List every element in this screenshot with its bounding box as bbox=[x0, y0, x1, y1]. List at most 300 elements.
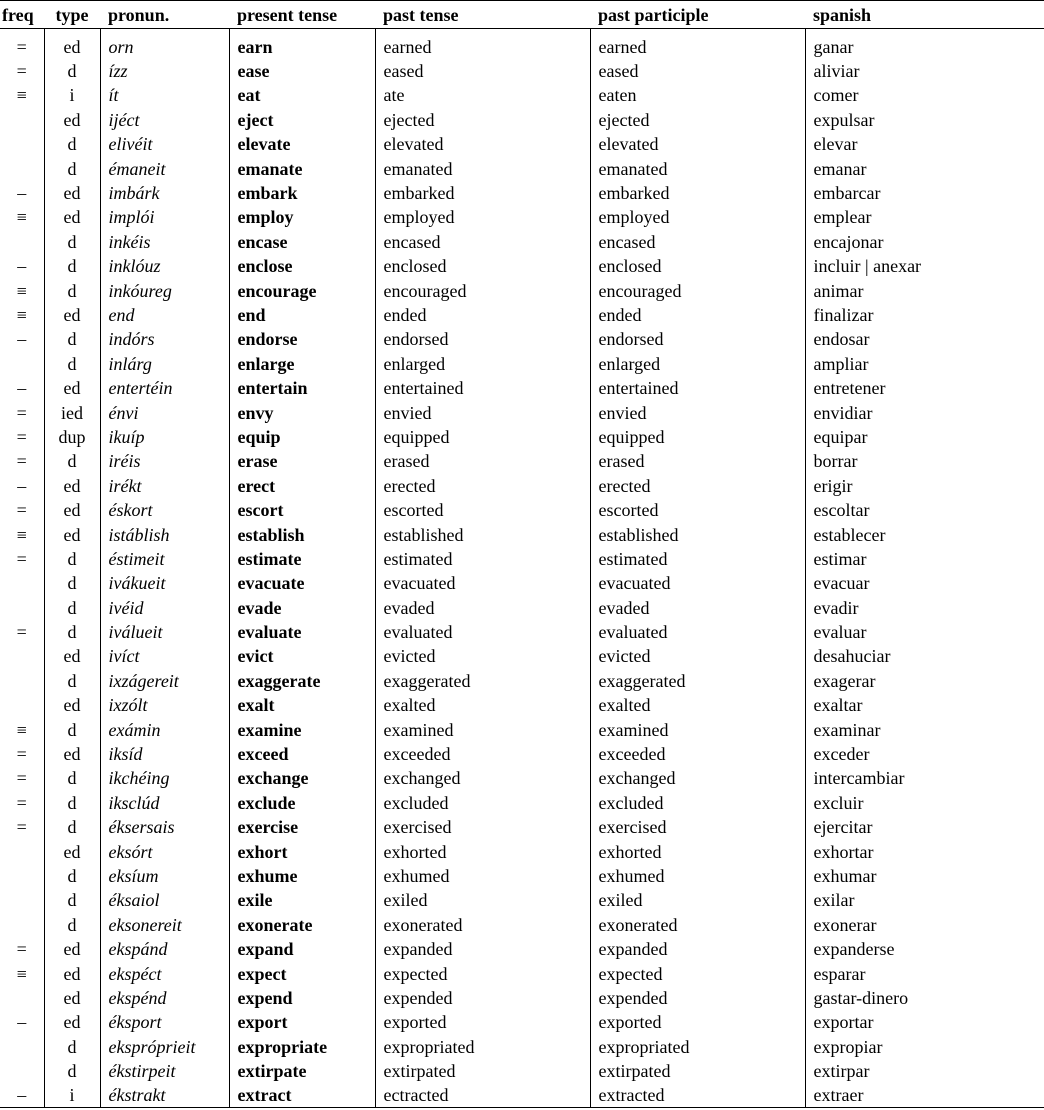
type-cell: ed bbox=[44, 1010, 100, 1034]
past-participle-cell: endorsed bbox=[590, 327, 805, 351]
spanish-cell: embarcar bbox=[805, 181, 1044, 205]
past-participle-cell: exhorted bbox=[590, 839, 805, 863]
table-row bbox=[0, 400, 1044, 424]
past-tense-cell: estimated bbox=[375, 547, 590, 571]
past-participle-cell: employed bbox=[590, 205, 805, 229]
past-participle-cell: ejected bbox=[590, 108, 805, 132]
pronunciation-cell: iksclúd bbox=[100, 791, 229, 815]
past-tense-cell: endorsed bbox=[375, 327, 590, 351]
pronunciation-cell: implói bbox=[100, 205, 229, 229]
present-tense-cell: enlarge bbox=[229, 352, 375, 376]
pronunciation-cell: inkéis bbox=[100, 230, 229, 254]
type-cell: d bbox=[44, 327, 100, 351]
past-participle-cell: enlarged bbox=[590, 352, 805, 376]
past-tense-cell: evaded bbox=[375, 595, 590, 619]
type-cell: dup bbox=[44, 425, 100, 449]
type-cell: d bbox=[44, 888, 100, 912]
spanish-cell: examinar bbox=[805, 717, 1044, 741]
present-tense-cell: eject bbox=[229, 108, 375, 132]
type-cell: d bbox=[44, 595, 100, 619]
pronunciation-cell: imbárk bbox=[100, 181, 229, 205]
present-tense-cell: exile bbox=[229, 888, 375, 912]
freq-cell: ≡ bbox=[16, 207, 27, 228]
past-tense-cell: excluded bbox=[375, 791, 590, 815]
present-tense-cell: expend bbox=[229, 986, 375, 1010]
freq-cell: – bbox=[17, 1012, 27, 1033]
past-participle-cell: estimated bbox=[590, 547, 805, 571]
type-cell: d bbox=[44, 620, 100, 644]
freq-cell: – bbox=[17, 329, 27, 350]
pronunciation-cell: inlárg bbox=[100, 352, 229, 376]
present-tense-cell: exclude bbox=[229, 791, 375, 815]
table-row bbox=[0, 644, 1044, 668]
freq-cell bbox=[0, 595, 44, 619]
present-tense-cell: escort bbox=[229, 498, 375, 522]
present-tense-cell: extract bbox=[229, 1083, 375, 1107]
table-row bbox=[0, 303, 1044, 327]
past-participle-cell: exceeded bbox=[590, 742, 805, 766]
spanish-cell: incluir | anexar bbox=[805, 254, 1044, 278]
freq-cell: = bbox=[16, 939, 27, 960]
spanish-cell: esparar bbox=[805, 961, 1044, 985]
table-row bbox=[0, 230, 1044, 254]
present-tense-cell: expropriate bbox=[229, 1035, 375, 1059]
table-row bbox=[0, 864, 1044, 888]
past-participle-cell: erected bbox=[590, 474, 805, 498]
present-tense-cell: envy bbox=[229, 400, 375, 424]
freq-cell bbox=[0, 669, 44, 693]
past-participle-cell: ended bbox=[590, 303, 805, 327]
freq-cell bbox=[0, 108, 44, 132]
table-row bbox=[0, 839, 1044, 863]
pronunciation-cell: indórs bbox=[100, 327, 229, 351]
past-participle-cell: enclosed bbox=[590, 254, 805, 278]
spanish-cell: animar bbox=[805, 278, 1044, 302]
freq-cell bbox=[0, 888, 44, 912]
freq-cell bbox=[0, 1059, 44, 1083]
spanish-cell: erigir bbox=[805, 474, 1044, 498]
freq-cell: ≡ bbox=[16, 963, 27, 984]
spanish-cell: entretener bbox=[805, 376, 1044, 400]
header-pronunciation: pronun. bbox=[108, 4, 170, 25]
pronunciation-cell: émaneit bbox=[100, 156, 229, 180]
pronunciation-cell: énvi bbox=[100, 400, 229, 424]
freq-cell bbox=[0, 864, 44, 888]
past-participle-cell: expropriated bbox=[590, 1035, 805, 1059]
table-row bbox=[0, 108, 1044, 132]
freq-cell: ≡ bbox=[16, 304, 27, 325]
table-row bbox=[0, 1035, 1044, 1059]
past-tense-cell: expended bbox=[375, 986, 590, 1010]
past-participle-cell: earned bbox=[590, 35, 805, 59]
spanish-cell: exaltar bbox=[805, 693, 1044, 717]
past-tense-cell: escorted bbox=[375, 498, 590, 522]
freq-cell: ≡ bbox=[16, 719, 27, 740]
past-participle-cell: exonerated bbox=[590, 913, 805, 937]
type-cell: d bbox=[44, 449, 100, 473]
present-tense-cell: end bbox=[229, 303, 375, 327]
present-tense-cell: expand bbox=[229, 937, 375, 961]
present-tense-cell: evaluate bbox=[229, 620, 375, 644]
pronunciation-cell: ivíct bbox=[100, 644, 229, 668]
pronunciation-cell: ivákueit bbox=[100, 571, 229, 595]
header-present-tense: present tense bbox=[237, 4, 338, 25]
past-participle-cell: evaluated bbox=[590, 620, 805, 644]
past-tense-cell: encouraged bbox=[375, 278, 590, 302]
spanish-cell: extirpar bbox=[805, 1059, 1044, 1083]
freq-cell: = bbox=[16, 500, 27, 521]
past-participle-cell: excluded bbox=[590, 791, 805, 815]
present-tense-cell: examine bbox=[229, 717, 375, 741]
past-participle-cell: elevated bbox=[590, 132, 805, 156]
past-tense-cell: exalted bbox=[375, 693, 590, 717]
table-row bbox=[0, 449, 1044, 473]
type-cell: ed bbox=[44, 181, 100, 205]
table-row bbox=[0, 717, 1044, 741]
past-tense-cell: exaggerated bbox=[375, 669, 590, 693]
spanish-cell: exonerar bbox=[805, 913, 1044, 937]
type-cell: ed bbox=[44, 522, 100, 546]
present-tense-cell: erect bbox=[229, 474, 375, 498]
spanish-cell: emanar bbox=[805, 156, 1044, 180]
freq-cell: = bbox=[16, 426, 27, 447]
freq-cell bbox=[0, 230, 44, 254]
table-row bbox=[0, 132, 1044, 156]
present-tense-cell: endorse bbox=[229, 327, 375, 351]
present-tense-cell: embark bbox=[229, 181, 375, 205]
past-tense-cell: exceeded bbox=[375, 742, 590, 766]
past-tense-cell: exhumed bbox=[375, 864, 590, 888]
pronunciation-cell: exámin bbox=[100, 717, 229, 741]
past-tense-cell: exonerated bbox=[375, 913, 590, 937]
spanish-cell: comer bbox=[805, 83, 1044, 107]
header-type: type bbox=[55, 4, 89, 25]
past-participle-cell: embarked bbox=[590, 181, 805, 205]
past-tense-cell: eased bbox=[375, 59, 590, 83]
freq-cell: ≡ bbox=[16, 524, 27, 545]
type-cell: ed bbox=[44, 839, 100, 863]
present-tense-cell: exhume bbox=[229, 864, 375, 888]
past-tense-cell: examined bbox=[375, 717, 590, 741]
freq-cell: = bbox=[16, 36, 27, 57]
past-tense-cell: evicted bbox=[375, 644, 590, 668]
spanish-cell: excluir bbox=[805, 791, 1044, 815]
past-tense-cell: ejected bbox=[375, 108, 590, 132]
pronunciation-cell: éksersais bbox=[100, 815, 229, 839]
type-cell: ed bbox=[44, 742, 100, 766]
header-row bbox=[0, 1, 1044, 29]
present-tense-cell: entertain bbox=[229, 376, 375, 400]
freq-cell: – bbox=[17, 378, 27, 399]
past-participle-cell: expanded bbox=[590, 937, 805, 961]
pronunciation-cell: entertéin bbox=[100, 376, 229, 400]
pronunciation-cell: ekspénd bbox=[100, 986, 229, 1010]
pronunciation-cell: ijéct bbox=[100, 108, 229, 132]
spanish-cell: expropiar bbox=[805, 1035, 1044, 1059]
past-tense-cell: employed bbox=[375, 205, 590, 229]
past-tense-cell: equipped bbox=[375, 425, 590, 449]
header-past-participle: past participle bbox=[598, 4, 709, 25]
freq-cell bbox=[0, 156, 44, 180]
type-cell: ed bbox=[44, 498, 100, 522]
table-header bbox=[0, 1, 1044, 29]
past-participle-cell: extirpated bbox=[590, 1059, 805, 1083]
present-tense-cell: employ bbox=[229, 205, 375, 229]
table-row bbox=[0, 83, 1044, 107]
past-tense-cell: exercised bbox=[375, 815, 590, 839]
header-spanish: spanish bbox=[813, 4, 872, 25]
type-cell: ed bbox=[44, 35, 100, 59]
freq-cell bbox=[0, 352, 44, 376]
present-tense-cell: enclose bbox=[229, 254, 375, 278]
spanish-cell: emplear bbox=[805, 205, 1044, 229]
type-cell: ed bbox=[44, 986, 100, 1010]
past-tense-cell: encased bbox=[375, 230, 590, 254]
pronunciation-cell: irékt bbox=[100, 474, 229, 498]
past-participle-cell: entertained bbox=[590, 376, 805, 400]
table-row bbox=[0, 913, 1044, 937]
past-participle-cell: exalted bbox=[590, 693, 805, 717]
spanish-cell: extraer bbox=[805, 1083, 1044, 1107]
past-tense-cell: exhorted bbox=[375, 839, 590, 863]
table-row bbox=[0, 254, 1044, 278]
freq-cell: – bbox=[17, 183, 27, 204]
pronunciation-cell: éksport bbox=[100, 1010, 229, 1034]
past-participle-cell: evaded bbox=[590, 595, 805, 619]
past-participle-cell: exaggerated bbox=[590, 669, 805, 693]
pronunciation-cell: ixzólt bbox=[100, 693, 229, 717]
table-row bbox=[0, 1010, 1044, 1034]
freq-cell: = bbox=[16, 622, 27, 643]
freq-cell bbox=[0, 839, 44, 863]
table-row bbox=[0, 352, 1044, 376]
table-row bbox=[0, 498, 1044, 522]
past-tense-cell: ectracted bbox=[375, 1083, 590, 1107]
table-row bbox=[0, 791, 1044, 815]
freq-cell bbox=[0, 571, 44, 595]
table-row bbox=[0, 156, 1044, 180]
past-participle-cell: exported bbox=[590, 1010, 805, 1034]
type-cell: ed bbox=[44, 108, 100, 132]
type-cell: ed bbox=[44, 961, 100, 985]
header-freq: freq bbox=[2, 4, 34, 25]
past-tense-cell: exiled bbox=[375, 888, 590, 912]
type-cell: d bbox=[44, 59, 100, 83]
past-participle-cell: encouraged bbox=[590, 278, 805, 302]
table-body bbox=[0, 29, 1044, 1108]
present-tense-cell: export bbox=[229, 1010, 375, 1034]
pronunciation-cell: éstimeit bbox=[100, 547, 229, 571]
present-tense-cell: exaggerate bbox=[229, 669, 375, 693]
past-tense-cell: earned bbox=[375, 35, 590, 59]
spanish-cell: endosar bbox=[805, 327, 1044, 351]
table-row bbox=[0, 986, 1044, 1010]
spanish-cell: expulsar bbox=[805, 108, 1044, 132]
past-tense-cell: enclosed bbox=[375, 254, 590, 278]
type-cell: d bbox=[44, 547, 100, 571]
table-row bbox=[0, 1059, 1044, 1083]
pronunciation-cell: ikchéing bbox=[100, 766, 229, 790]
freq-cell: = bbox=[16, 817, 27, 838]
present-tense-cell: exchange bbox=[229, 766, 375, 790]
type-cell: d bbox=[44, 156, 100, 180]
past-participle-cell: exchanged bbox=[590, 766, 805, 790]
past-tense-cell: envied bbox=[375, 400, 590, 424]
present-tense-cell: evacuate bbox=[229, 571, 375, 595]
pronunciation-cell: eksórt bbox=[100, 839, 229, 863]
freq-cell: = bbox=[16, 792, 27, 813]
present-tense-cell: earn bbox=[229, 35, 375, 59]
present-tense-cell: extirpate bbox=[229, 1059, 375, 1083]
past-tense-cell: evaluated bbox=[375, 620, 590, 644]
pronunciation-cell: ékstrakt bbox=[100, 1083, 229, 1107]
type-cell: d bbox=[44, 352, 100, 376]
past-participle-cell: established bbox=[590, 522, 805, 546]
table-row bbox=[0, 961, 1044, 985]
freq-cell: = bbox=[16, 548, 27, 569]
table-row bbox=[0, 937, 1044, 961]
freq-cell: – bbox=[17, 256, 27, 277]
type-cell: d bbox=[44, 913, 100, 937]
present-tense-cell: expect bbox=[229, 961, 375, 985]
type-cell: d bbox=[44, 1035, 100, 1059]
spanish-cell: exportar bbox=[805, 1010, 1044, 1034]
present-tense-cell: exercise bbox=[229, 815, 375, 839]
freq-cell: ≡ bbox=[16, 85, 27, 106]
type-cell: ed bbox=[44, 474, 100, 498]
spanish-cell: desahuciar bbox=[805, 644, 1044, 668]
pronunciation-cell: éksaiol bbox=[100, 888, 229, 912]
type-cell: d bbox=[44, 132, 100, 156]
type-cell: d bbox=[44, 815, 100, 839]
present-tense-cell: exonerate bbox=[229, 913, 375, 937]
spanish-cell: ganar bbox=[805, 35, 1044, 59]
spanish-cell: exhortar bbox=[805, 839, 1044, 863]
freq-cell: = bbox=[16, 61, 27, 82]
freq-cell: – bbox=[17, 475, 27, 496]
freq-cell: = bbox=[16, 402, 27, 423]
spanish-cell: envidiar bbox=[805, 400, 1044, 424]
past-participle-cell: expended bbox=[590, 986, 805, 1010]
past-participle-cell: eased bbox=[590, 59, 805, 83]
pronunciation-cell: ekspánd bbox=[100, 937, 229, 961]
past-participle-cell: escorted bbox=[590, 498, 805, 522]
pronunciation-cell: ít bbox=[100, 83, 229, 107]
present-tense-cell: erase bbox=[229, 449, 375, 473]
past-tense-cell: erected bbox=[375, 474, 590, 498]
past-participle-cell: encased bbox=[590, 230, 805, 254]
past-participle-cell: extracted bbox=[590, 1083, 805, 1107]
past-participle-cell: evicted bbox=[590, 644, 805, 668]
spanish-cell: intercambiar bbox=[805, 766, 1044, 790]
present-tense-cell: encourage bbox=[229, 278, 375, 302]
spanish-cell: evaluar bbox=[805, 620, 1044, 644]
pronunciation-cell: orn bbox=[100, 35, 229, 59]
pronunciation-cell: iksíd bbox=[100, 742, 229, 766]
table-row bbox=[0, 59, 1044, 83]
type-cell: d bbox=[44, 571, 100, 595]
past-tense-cell: extirpated bbox=[375, 1059, 590, 1083]
freq-cell bbox=[0, 1035, 44, 1059]
type-cell: i bbox=[44, 1083, 100, 1107]
type-cell: d bbox=[44, 230, 100, 254]
present-tense-cell: elevate bbox=[229, 132, 375, 156]
spanish-cell: evacuar bbox=[805, 571, 1044, 595]
spanish-cell: estimar bbox=[805, 547, 1044, 571]
type-cell: d bbox=[44, 864, 100, 888]
type-cell: i bbox=[44, 83, 100, 107]
freq-cell bbox=[0, 986, 44, 1010]
past-participle-cell: exercised bbox=[590, 815, 805, 839]
past-tense-cell: emanated bbox=[375, 156, 590, 180]
table-row bbox=[0, 669, 1044, 693]
type-cell: d bbox=[44, 669, 100, 693]
past-tense-cell: expanded bbox=[375, 937, 590, 961]
pronunciation-cell: eksíum bbox=[100, 864, 229, 888]
table-row bbox=[0, 547, 1044, 571]
present-tense-cell: exceed bbox=[229, 742, 375, 766]
type-cell: ed bbox=[44, 205, 100, 229]
pronunciation-cell: elivéit bbox=[100, 132, 229, 156]
freq-cell: – bbox=[17, 1085, 27, 1106]
past-participle-cell: expected bbox=[590, 961, 805, 985]
past-participle-cell: erased bbox=[590, 449, 805, 473]
freq-cell bbox=[0, 693, 44, 717]
spanish-cell: elevar bbox=[805, 132, 1044, 156]
past-participle-cell: emanated bbox=[590, 156, 805, 180]
table-row bbox=[0, 620, 1044, 644]
pronunciation-cell: istáblish bbox=[100, 522, 229, 546]
past-participle-cell: evacuated bbox=[590, 571, 805, 595]
present-tense-cell: estimate bbox=[229, 547, 375, 571]
spanish-cell: encajonar bbox=[805, 230, 1044, 254]
type-cell: d bbox=[44, 717, 100, 741]
table-row bbox=[0, 327, 1044, 351]
spanish-cell: exhumar bbox=[805, 864, 1044, 888]
table-row bbox=[0, 474, 1044, 498]
freq-cell bbox=[0, 913, 44, 937]
spanish-cell: exceder bbox=[805, 742, 1044, 766]
type-cell: ed bbox=[44, 376, 100, 400]
present-tense-cell: evict bbox=[229, 644, 375, 668]
past-tense-cell: ate bbox=[375, 83, 590, 107]
pronunciation-cell: inklóuz bbox=[100, 254, 229, 278]
type-cell: ed bbox=[44, 644, 100, 668]
freq-cell bbox=[0, 132, 44, 156]
type-cell: d bbox=[44, 766, 100, 790]
pronunciation-cell: iréis bbox=[100, 449, 229, 473]
spanish-cell: ampliar bbox=[805, 352, 1044, 376]
pronunciation-cell: ixzágereit bbox=[100, 669, 229, 693]
past-tense-cell: exported bbox=[375, 1010, 590, 1034]
type-cell: d bbox=[44, 254, 100, 278]
type-cell: ed bbox=[44, 303, 100, 327]
table-row bbox=[0, 571, 1044, 595]
spanish-cell: establecer bbox=[805, 522, 1044, 546]
pronunciation-cell: ekspéct bbox=[100, 961, 229, 985]
past-tense-cell: enlarged bbox=[375, 352, 590, 376]
pronunciation-cell: inkóureg bbox=[100, 278, 229, 302]
past-tense-cell: entertained bbox=[375, 376, 590, 400]
table-row bbox=[0, 278, 1044, 302]
table-row bbox=[0, 693, 1044, 717]
present-tense-cell: emanate bbox=[229, 156, 375, 180]
spanish-cell: expanderse bbox=[805, 937, 1044, 961]
spanish-cell: escoltar bbox=[805, 498, 1044, 522]
present-tense-cell: ease bbox=[229, 59, 375, 83]
table-row bbox=[0, 425, 1044, 449]
spanish-cell: evadir bbox=[805, 595, 1044, 619]
